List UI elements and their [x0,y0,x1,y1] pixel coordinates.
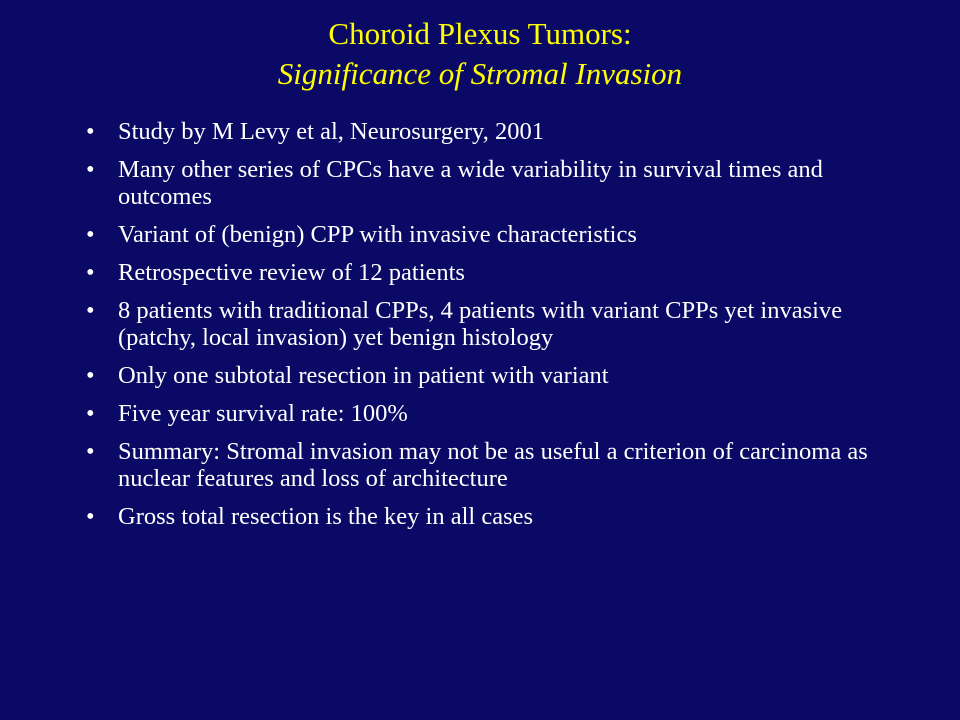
bullet-marker: • [86,438,95,465]
bullet-text: Five year survival rate: 100% [118,400,408,427]
bullet-marker: • [86,259,95,286]
bullet-text: Variant of (benign) CPP with invasive characteristics [118,221,637,248]
title-main: Choroid Plexus Tumors: [328,16,632,51]
slide-title [0,14,960,94]
bullet-marker: • [86,118,95,145]
bullet-item [0,297,960,351]
bullet-marker: • [86,297,95,324]
bullet-item [0,438,960,492]
bullet-item [0,156,960,210]
bullet-item [0,503,960,530]
bullet-text: Only one subtotal resection in patient with variant [118,362,609,389]
bullet-item [0,362,960,389]
bullet-text: 8 patients with traditional CPPs, 4 patients with variant CPPs yet invasive (patchy, local invasion) yet benign histology [118,297,843,351]
bullet-item [0,221,960,248]
bullet-text: Study by M Levy et al, Neurosurgery, 2001 [118,118,544,145]
bullet-text: Summary: Stromal invasion may not be as useful a criterion of carcinoma as nuclear features and loss of architecture [118,438,868,492]
bullet-item [0,118,960,145]
bullet-text: Retrospective review of 12 patients [118,259,465,286]
bullet-text: Gross total resection is the key in all cases [118,503,534,530]
bullet-text: Many other series of CPCs have a wide variability in survival times and outcomes [118,156,823,210]
bullet-marker: • [86,221,95,248]
bullet-marker: • [86,503,95,530]
bullet-item [0,259,960,286]
bullet-item [0,400,960,427]
bullet-marker: • [86,362,95,389]
bullet-marker: • [86,400,95,427]
bullet-marker: • [86,156,95,183]
title-subtitle: Significance of Stromal Invasion [277,56,683,91]
bullet-list [0,118,960,541]
